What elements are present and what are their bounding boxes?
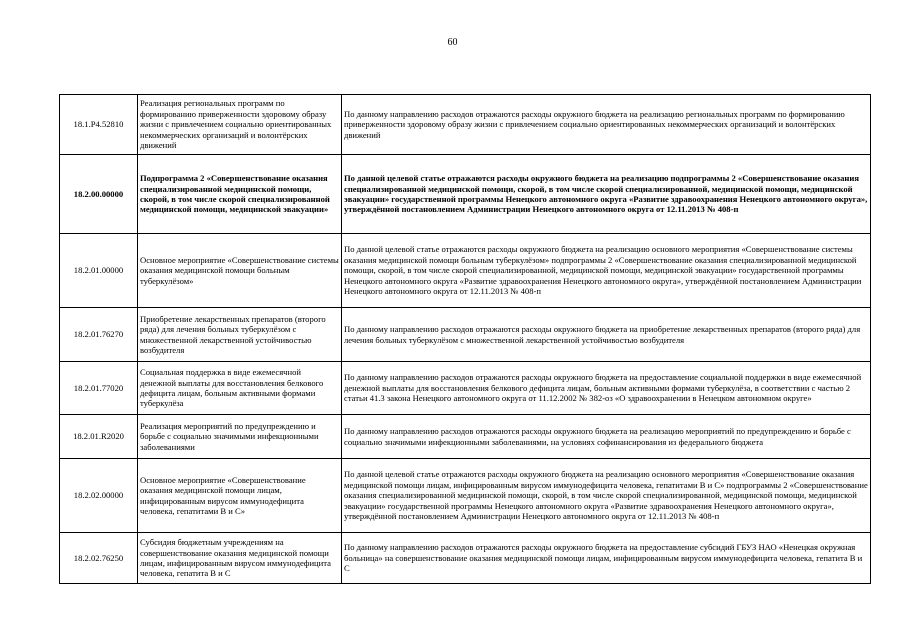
target-article-code: 18.2.01.77020 [60, 362, 138, 415]
table-row [60, 459, 871, 533]
target-article-description: По данному направлению расходов отражаются расходы окружного бюджета на предоставление субсидий ГБУЗ НАО «Ненецкая окружная больница» на совершенствование оказания медицинской помощи лицам, инфицированным вирусом иммунодефицита человека, гепатита В и С [342, 533, 871, 584]
table-row [60, 533, 871, 584]
target-article-name: Основное мероприятие «Совершенствование системы оказания медицинской помощи больным туберкулёзом» [138, 234, 342, 308]
target-article-name: Реализация мероприятий по предупреждению и борьбе с социально значимыми инфекционными заболеваниями [138, 415, 342, 459]
target-article-name: Реализация региональных программ по формированию приверженности здоровому образу жизни с привлечением социально ориентированных некоммерческих организаций и волонтёрских движений [138, 95, 342, 155]
table-row [60, 234, 871, 308]
target-article-description: По данному направлению расходов отражаются расходы окружного бюджета на реализацию региональных программ по формированию приверженности здоровому образу жизни с привлечением социально ориентированных некоммерческих организаций и волонтёрских движений [342, 95, 871, 155]
target-article-name: Приобретение лекарственных препаратов (второго ряда) для лечения больных туберкулёзом с множественной лекарственной устойчивостью возбудителя [138, 308, 342, 362]
table-row [60, 155, 871, 234]
target-article-code: 18.2.01.00000 [60, 234, 138, 308]
budget-classification-table [59, 94, 871, 584]
target-article-description: По данной целевой статье отражаются расходы окружного бюджета на реализацию основного мероприятия «Совершенствование системы оказания медицинской помощи больным туберкулёзом» подпрограммы 2 «Совершенствование оказания специализированной медицинской помощи, скорой, в том числе скорой специализированной, медицинской помощи, медицинской эвакуации» государственной программы Ненецкого автономного округа «Развитие здравоохранения Ненецкого автономного округа», утверждённой постановлением Администрации Ненецкого автономного округа от 12.11.2013 № 408-п [342, 234, 871, 308]
target-article-name: Социальная поддержка в виде ежемесячной денежной выплаты для восстановления белкового дефицита лицам, больным активными формами туберкулёза [138, 362, 342, 415]
target-article-description: По данному направлению расходов отражаются расходы окружного бюджета на реализацию мероприятий по предупреждению и борьбе с социально значимыми инфекционными заболеваниями, на условиях софинансирования из федерального бюджета [342, 415, 871, 459]
target-article-code: 18.2.01.76270 [60, 308, 138, 362]
target-article-code: 18.2.00.00000 [60, 155, 138, 234]
target-article-description: По данной целевой статье отражаются расходы окружного бюджета на реализацию основного мероприятия «Совершенствование оказания медицинской помощи лицам, инфицированным вирусом иммунодефицита человека, гепатитами В и С» подпрограммы 2 «Совершенствование оказания специализированной медицинской помощи, скорой, в том числе скорой специализированной, медицинской помощи, медицинской эвакуации» государственной программы Ненецкого автономного округа «Развитие здравоохранения Ненецкого автономного округа», утверждённой постановлением Администрации Ненецкого автономного округа от 12.11.2013 № 408-п [342, 459, 871, 533]
target-article-code: 18.1.P4.52810 [60, 95, 138, 155]
target-article-code: 18.2.02.00000 [60, 459, 138, 533]
target-article-code: 18.2.02.76250 [60, 533, 138, 584]
table-row [60, 362, 871, 415]
page-number: 60 [447, 37, 458, 48]
table-row [60, 95, 871, 155]
target-article-description: По данной целевой статье отражаются расходы окружного бюджета на реализацию подпрограммы 2 «Совершенствование оказания специализированной медицинской помощи, скорой, в том числе скорой специализированной, медицинской помощи, медицинской эвакуации» государственной программы Ненецкого автономного округа «Развитие здравоохранения Ненецкого автономного округа», утверждённой постановлением Администрации Ненецкого автономного округа от 12.11.2013 № 408-п [342, 155, 871, 234]
target-article-name: Основное мероприятие «Совершенствование оказания медицинской помощи лицам, инфицированным вирусом иммунодефицита человека, гепатитами В и С» [138, 459, 342, 533]
table-row [60, 308, 871, 362]
target-article-description: По данному направлению расходов отражаются расходы окружного бюджета на приобретение лекарственных препаратов (второго ряда) для лечения больных туберкулёзом с множественной лекарственной устойчивостью возбудителя [342, 308, 871, 362]
target-article-name: Субсидия бюджетным учреждениям на совершенствование оказания медицинской помощи лицам, инфицированным вирусом иммунодефицита человека, гепатита В и С [138, 533, 342, 584]
target-article-description: По данному направлению расходов отражаются расходы окружного бюджета на предоставление социальной поддержки в виде ежемесячной денежной выплаты для восстановления белкового дефицита лицам, больным активными формами туберкулёза, в соответствии с частью 2 статьи 41.3 закона Ненецкого автономного округа от 11.12.2002 № 382-оз «О здравоохранении в Ненецком автономном округе» [342, 362, 871, 415]
target-article-name: Подпрограмма 2 «Совершенствование оказания специализированной медицинской помощи, скорой, в том числе скорой специализированной медицинской помощи, медицинской эвакуации» [138, 155, 342, 234]
target-article-code: 18.2.01.R2020 [60, 415, 138, 459]
table-row [60, 415, 871, 459]
